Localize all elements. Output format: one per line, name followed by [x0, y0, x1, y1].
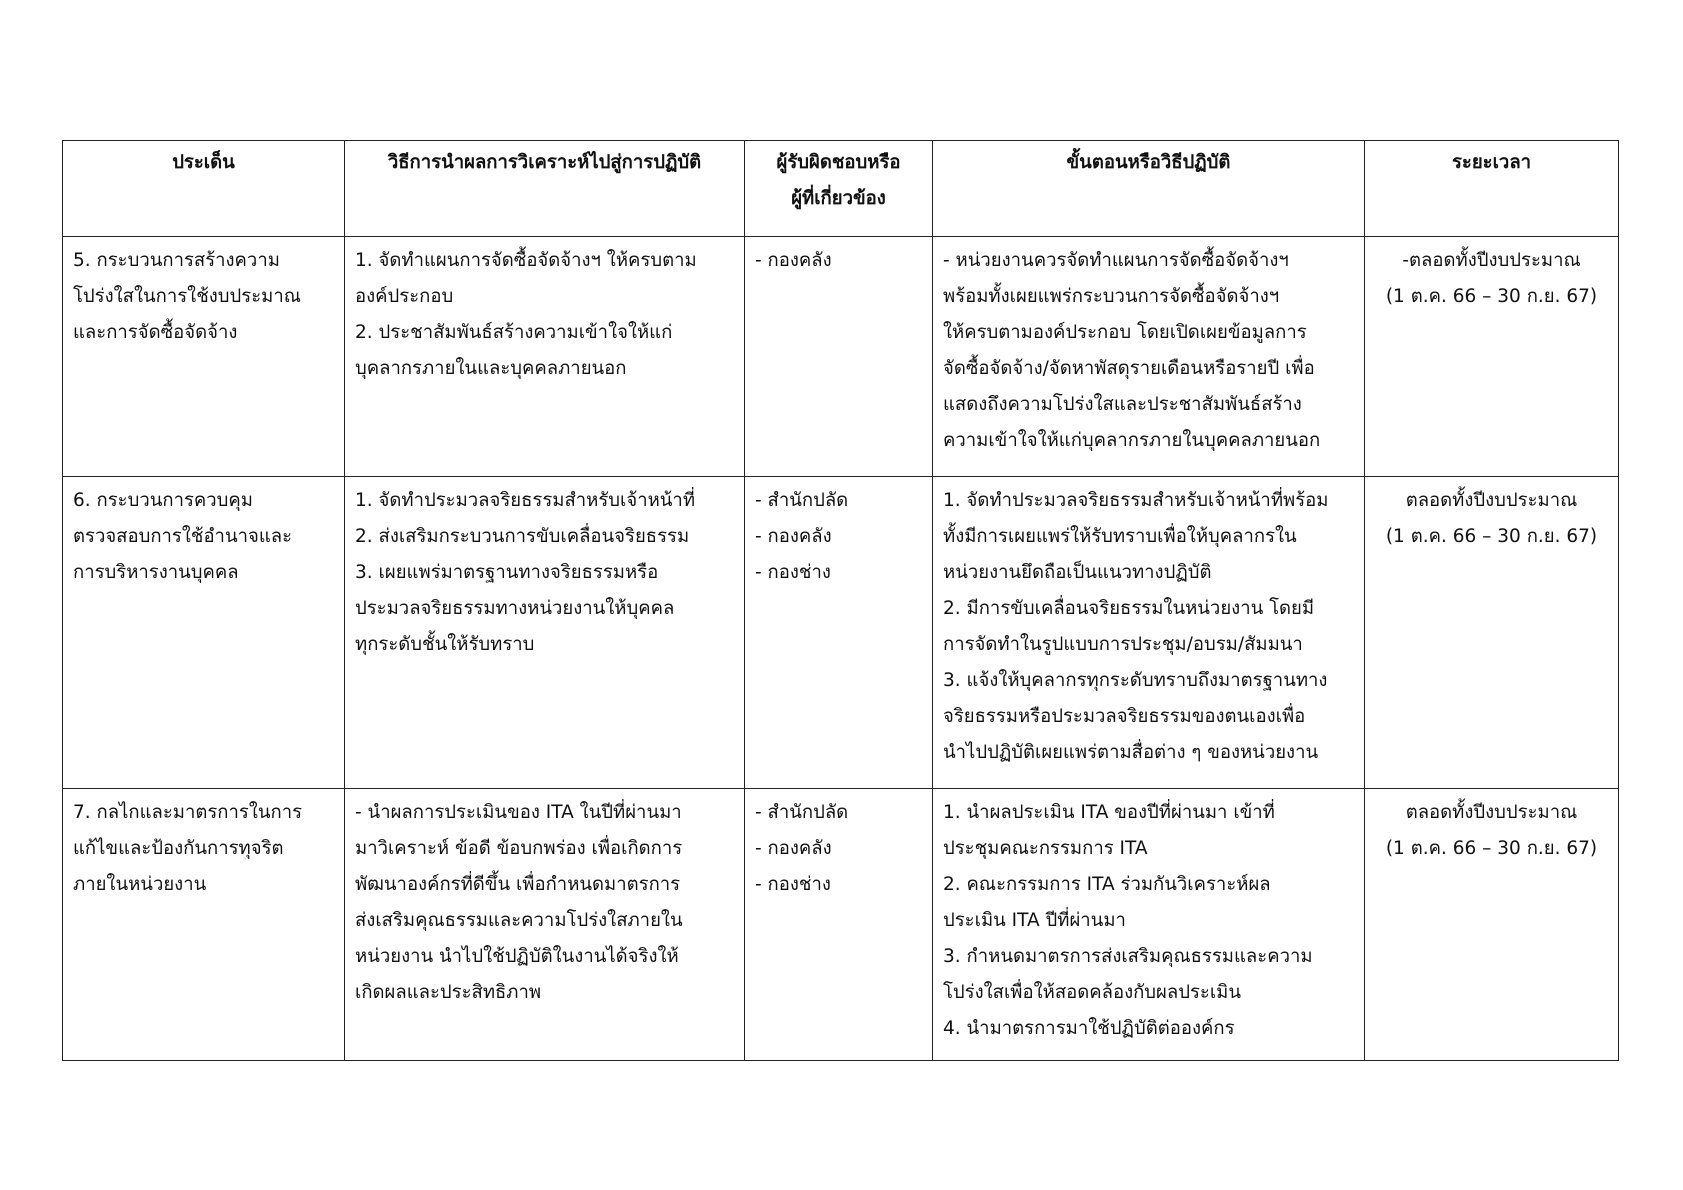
cell-method-line: 2. ประชาสัมพันธ์สร้างความเข้าใจให้แก่	[355, 322, 673, 343]
cell-steps-line: นำไปปฏิบัติเผยแพร่ตามสื่อต่าง ๆ ของหน่วยงาน	[943, 742, 1319, 763]
cell-method-line: - นำผลการประเมินของ ITA ในปีที่ผ่านมา	[355, 802, 682, 823]
cell-method	[345, 237, 745, 477]
cell-issue-line: และการจัดซื้อจัดจ้าง	[73, 322, 238, 343]
cell-method-line: ส่งเสริมคุณธรรมและความโปร่งใสภายใน	[355, 910, 683, 931]
header-period-text: ระยะเวลา	[1451, 152, 1532, 173]
cell-steps-line: 3. กำหนดมาตรการส่งเสริมคุณธรรมและความ	[943, 946, 1313, 967]
header-responsible-line-1: ผู้รับผิดชอบหรือ	[776, 152, 901, 173]
cell-steps-line: 2. คณะกรรมการ ITA ร่วมกันวิเคราะห์ผล	[943, 874, 1271, 895]
header-issue	[63, 141, 345, 237]
cell-steps-line: จริยธรรมหรือประมวลจริยธรรมของตนเองเพื่อ	[943, 706, 1306, 727]
table-row	[63, 789, 1619, 1061]
cell-method-line: ทุกระดับชั้นให้รับทราบ	[355, 634, 535, 655]
cell-responsible-line: - กองช่าง	[755, 562, 831, 583]
cell-steps-line: โปร่งใสเพื่อให้สอดคล้องกับผลประเมิน	[943, 982, 1242, 1003]
header-issue-text: ประเด็น	[172, 152, 235, 173]
cell-issue	[63, 477, 345, 789]
cell-period-line: (1 ต.ค. 66 – 30 ก.ย. 67)	[1385, 286, 1598, 307]
cell-steps-line: ความเข้าใจให้แก่บุคลากรภายในบุคคลภายนอก	[943, 430, 1321, 451]
cell-steps-line: 1. นำผลประเมิน ITA ของปีที่ผ่านมา เข้าที่	[943, 802, 1275, 823]
cell-issue-line: ภายในหน่วยงาน	[73, 874, 207, 895]
cell-method-line: พัฒนาองค์กรที่ดีขึ้น เพื่อกำหนดมาตรการ	[355, 874, 681, 895]
header-responsible-line-2: ผู้ที่เกี่ยวข้อง	[791, 188, 886, 209]
cell-steps-line: 3. แจ้งให้บุคลากรทุกระดับทราบถึงมาตรฐานทาง	[943, 670, 1328, 691]
header-responsible	[745, 141, 933, 237]
cell-period-line: ตลอดทั้งปีงบประมาณ	[1405, 490, 1578, 511]
cell-period-line: (1 ต.ค. 66 – 30 ก.ย. 67)	[1385, 838, 1598, 859]
cell-method-line: 1. จัดทำประมวลจริยธรรมสำหรับเจ้าหน้าที่	[355, 490, 696, 511]
cell-method-line: 2. ส่งเสริมกระบวนการขับเคลื่อนจริยธรรม	[355, 526, 690, 547]
cell-method-line: 3. เผยแพร่มาตรฐานทางจริยธรรมหรือ	[355, 562, 659, 583]
cell-steps-line: หน่วยงานยึดถือเป็นแนวทางปฏิบัติ	[943, 562, 1212, 583]
cell-period-line: -ตลอดทั้งปีงบประมาณ	[1402, 250, 1581, 271]
cell-responsible-line: - กองคลัง	[755, 250, 832, 271]
cell-issue	[63, 789, 345, 1061]
cell-period	[1365, 477, 1619, 789]
cell-method-line: 1. จัดทำแผนการจัดซื้อจัดจ้างฯ ให้ครบตาม	[355, 250, 697, 271]
cell-period	[1365, 789, 1619, 1061]
cell-period-line: ตลอดทั้งปีงบประมาณ	[1405, 802, 1578, 823]
cell-method-line: เกิดผลและประสิทธิภาพ	[355, 982, 542, 1003]
cell-responsible-line: - กองคลัง	[755, 838, 832, 859]
cell-issue-line: ตรวจสอบการใช้อำนาจและ	[73, 526, 293, 547]
cell-steps	[933, 789, 1365, 1061]
cell-period-line: (1 ต.ค. 66 – 30 ก.ย. 67)	[1385, 526, 1598, 547]
header-steps	[933, 141, 1365, 237]
cell-steps-line: ประชุมคณะกรรมการ ITA	[943, 838, 1148, 859]
cell-steps-line: 4. นำมาตรการมาใช้ปฏิบัติต่อองค์กร	[943, 1018, 1235, 1039]
header-method	[345, 141, 745, 237]
cell-method-line: มาวิเคราะห์ ข้อดี ข้อบกพร่อง เพื่อเกิดการ	[355, 838, 683, 859]
cell-steps	[933, 237, 1365, 477]
cell-responsible-line: - กองคลัง	[755, 526, 832, 547]
cell-steps-line: ทั้งมีการเผยแพร่ให้รับทราบเพื่อให้บุคลากรใน	[943, 526, 1297, 547]
cell-responsible	[745, 237, 933, 477]
cell-method	[345, 477, 745, 789]
table-header-row	[63, 141, 1619, 237]
cell-issue-line: 6. กระบวนการควบคุม	[73, 490, 253, 511]
cell-method-line: องค์ประกอบ	[355, 286, 454, 307]
header-period	[1365, 141, 1619, 237]
cell-steps-line: จัดซื้อจัดจ้าง/จัดหาพัสดุรายเดือนหรือรายปี เพื่อ	[943, 358, 1315, 379]
header-steps-text: ขั้นตอนหรือวิธีปฏิบัติ	[1066, 152, 1231, 173]
action-plan-table	[62, 140, 1619, 1061]
cell-responsible-line: - สำนักปลัด	[755, 490, 849, 511]
cell-steps-line: - หน่วยงานควรจัดทำแผนการจัดซื้อจัดจ้างฯ	[943, 250, 1289, 271]
cell-issue-line: การบริหารงานบุคคล	[73, 562, 239, 583]
cell-responsible	[745, 789, 933, 1061]
header-method-text: วิธีการนำผลการวิเคราะห์ไปสู่การปฏิบัติ	[387, 152, 702, 173]
cell-responsible	[745, 477, 933, 789]
cell-responsible-line: - สำนักปลัด	[755, 802, 849, 823]
cell-issue-line: แก้ไขและป้องกันการทุจริต	[73, 838, 284, 859]
cell-method-line: ประมวลจริยธรรมทางหน่วยงานให้บุคคล	[355, 598, 675, 619]
cell-issue	[63, 237, 345, 477]
cell-responsible-line: - กองช่าง	[755, 874, 831, 895]
cell-steps	[933, 477, 1365, 789]
cell-method-line: บุคลากรภายในและบุคคลภายนอก	[355, 358, 627, 379]
cell-steps-line: การจัดทำในรูปแบบการประชุม/อบรม/สัมมนา	[943, 634, 1303, 655]
cell-steps-line: ประเมิน ITA ปีที่ผ่านมา	[943, 910, 1126, 931]
cell-period	[1365, 237, 1619, 477]
cell-steps-line: แสดงถึงความโปร่งใสและประชาสัมพันธ์สร้าง	[943, 394, 1302, 415]
cell-issue-line: โปร่งใสในการใช้งบประมาณ	[73, 286, 301, 307]
cell-method	[345, 789, 745, 1061]
cell-steps-line: 2. มีการขับเคลื่อนจริยธรรมในหน่วยงาน โดยมี	[943, 598, 1315, 619]
cell-issue-line: 7. กลไกและมาตรการในการ	[73, 802, 303, 823]
table-row	[63, 477, 1619, 789]
cell-issue-line: 5. กระบวนการสร้างความ	[73, 250, 280, 271]
cell-steps-line: พร้อมทั้งเผยแพร่กระบวนการจัดซื้อจัดจ้างฯ	[943, 286, 1280, 307]
cell-method-line: หน่วยงาน นำไปใช้ปฏิบัติในงานได้จริงให้	[355, 946, 679, 967]
cell-steps-line: ให้ครบตามองค์ประกอบ โดยเปิดเผยข้อมูลการ	[943, 322, 1307, 343]
cell-steps-line: 1. จัดทำประมวลจริยธรรมสำหรับเจ้าหน้าที่พร้อม	[943, 490, 1329, 511]
table-row	[63, 237, 1619, 477]
